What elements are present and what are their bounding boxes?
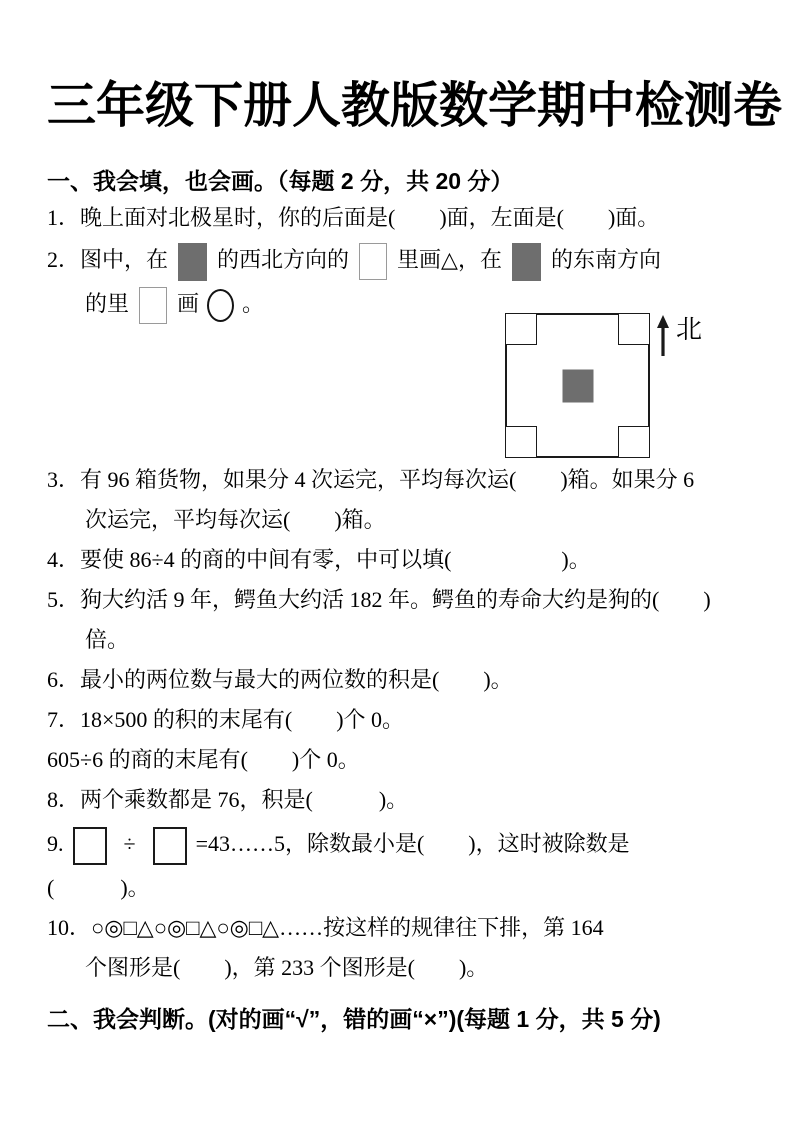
question-7b: 605÷6 的商的末尾有( )个 0。 (47, 747, 360, 772)
question-2-seg1: 图中，在 (80, 247, 169, 272)
question-2-line2-seg1: 的里 (85, 291, 130, 316)
divisor-box (153, 827, 187, 865)
north-indicator (655, 315, 702, 357)
question-2-seg4: 的东南方向 (550, 247, 661, 272)
diagram-center-gray-square (562, 369, 593, 402)
section2-heading: 二、我会判断。(对的画“√”，错的画“×”)(每题 1 分，共 5 分) (47, 1006, 661, 1032)
question-2-line2-end: 。 (242, 291, 265, 316)
diagram-corner-square-bottom-left (505, 426, 537, 458)
question-4: 4．要使 86÷4 的商的中间有零，中可以填( )。 (47, 547, 591, 572)
question-3-line2: 次运完，平均每次运( )箱。 (85, 507, 386, 532)
question-10-line1: 10．○◎□△○◎□△○◎□△……按这样的规律往下排，第 164 (47, 915, 604, 940)
question-2-num: 2． (47, 247, 81, 272)
question-2-seg3: 里画△，在 (397, 247, 502, 272)
dividend-box (73, 827, 107, 865)
question-9-line2: ( )。 (47, 875, 150, 900)
circle-shape-icon (207, 289, 234, 322)
question-5-line1: 5．狗大约活 9 年，鳄鱼大约活 182 年。鳄鱼的寿命大约是狗的( ) (47, 587, 711, 612)
question-2-line2-seg2: 画 (177, 291, 200, 316)
question-9-rest: =43……5，除数最小是( )，这时被除数是 (195, 831, 630, 856)
diagram-corner-square-top-right (618, 313, 650, 345)
gray-square-inline-1 (178, 243, 207, 281)
diagram-outer-square (505, 313, 650, 458)
section1-heading: 一、我会填，也会画。（每题 2 分，共 20 分） (47, 168, 514, 194)
question-9-line1 (47, 820, 749, 868)
diagram-corner-square-top-left (505, 313, 537, 345)
blank-square-inline-1 (359, 243, 387, 280)
question-3-line1: 3．有 96 箱货物，如果分 4 次运完，平均每次运( )箱。如果分 6 (47, 467, 695, 492)
north-label: 北 (676, 315, 703, 344)
question-2-seg2: 的西北方向的 (217, 247, 350, 272)
exam-title: 三年级下册人教版数学期中检测卷 (47, 79, 783, 133)
direction-diagram (505, 313, 703, 458)
question-8: 8．两个乘数都是 76，积是( )。 (47, 787, 409, 812)
divide-sign: ÷ (123, 831, 136, 856)
diagram-corner-square-bottom-right (618, 426, 650, 458)
north-arrow-icon (655, 315, 671, 357)
gray-square-inline-2 (512, 243, 541, 281)
question-10-line2: 个图形是( )，第 233 个图形是( )。 (85, 955, 489, 980)
blank-square-inline-2 (139, 287, 167, 324)
question-2-line1 (47, 238, 749, 282)
question-7: 7．18×500 的积的末尾有( )个 0。 (47, 707, 405, 732)
question-1: 1．晚上面对北极星时，你的后面是( )面，左面是( )面。 (47, 205, 660, 230)
question-9-num: 9. (47, 831, 64, 856)
question-6: 6．最小的两位数与最大的两位数的积是( )。 (47, 667, 513, 692)
question-5-line2: 倍。 (85, 627, 130, 652)
